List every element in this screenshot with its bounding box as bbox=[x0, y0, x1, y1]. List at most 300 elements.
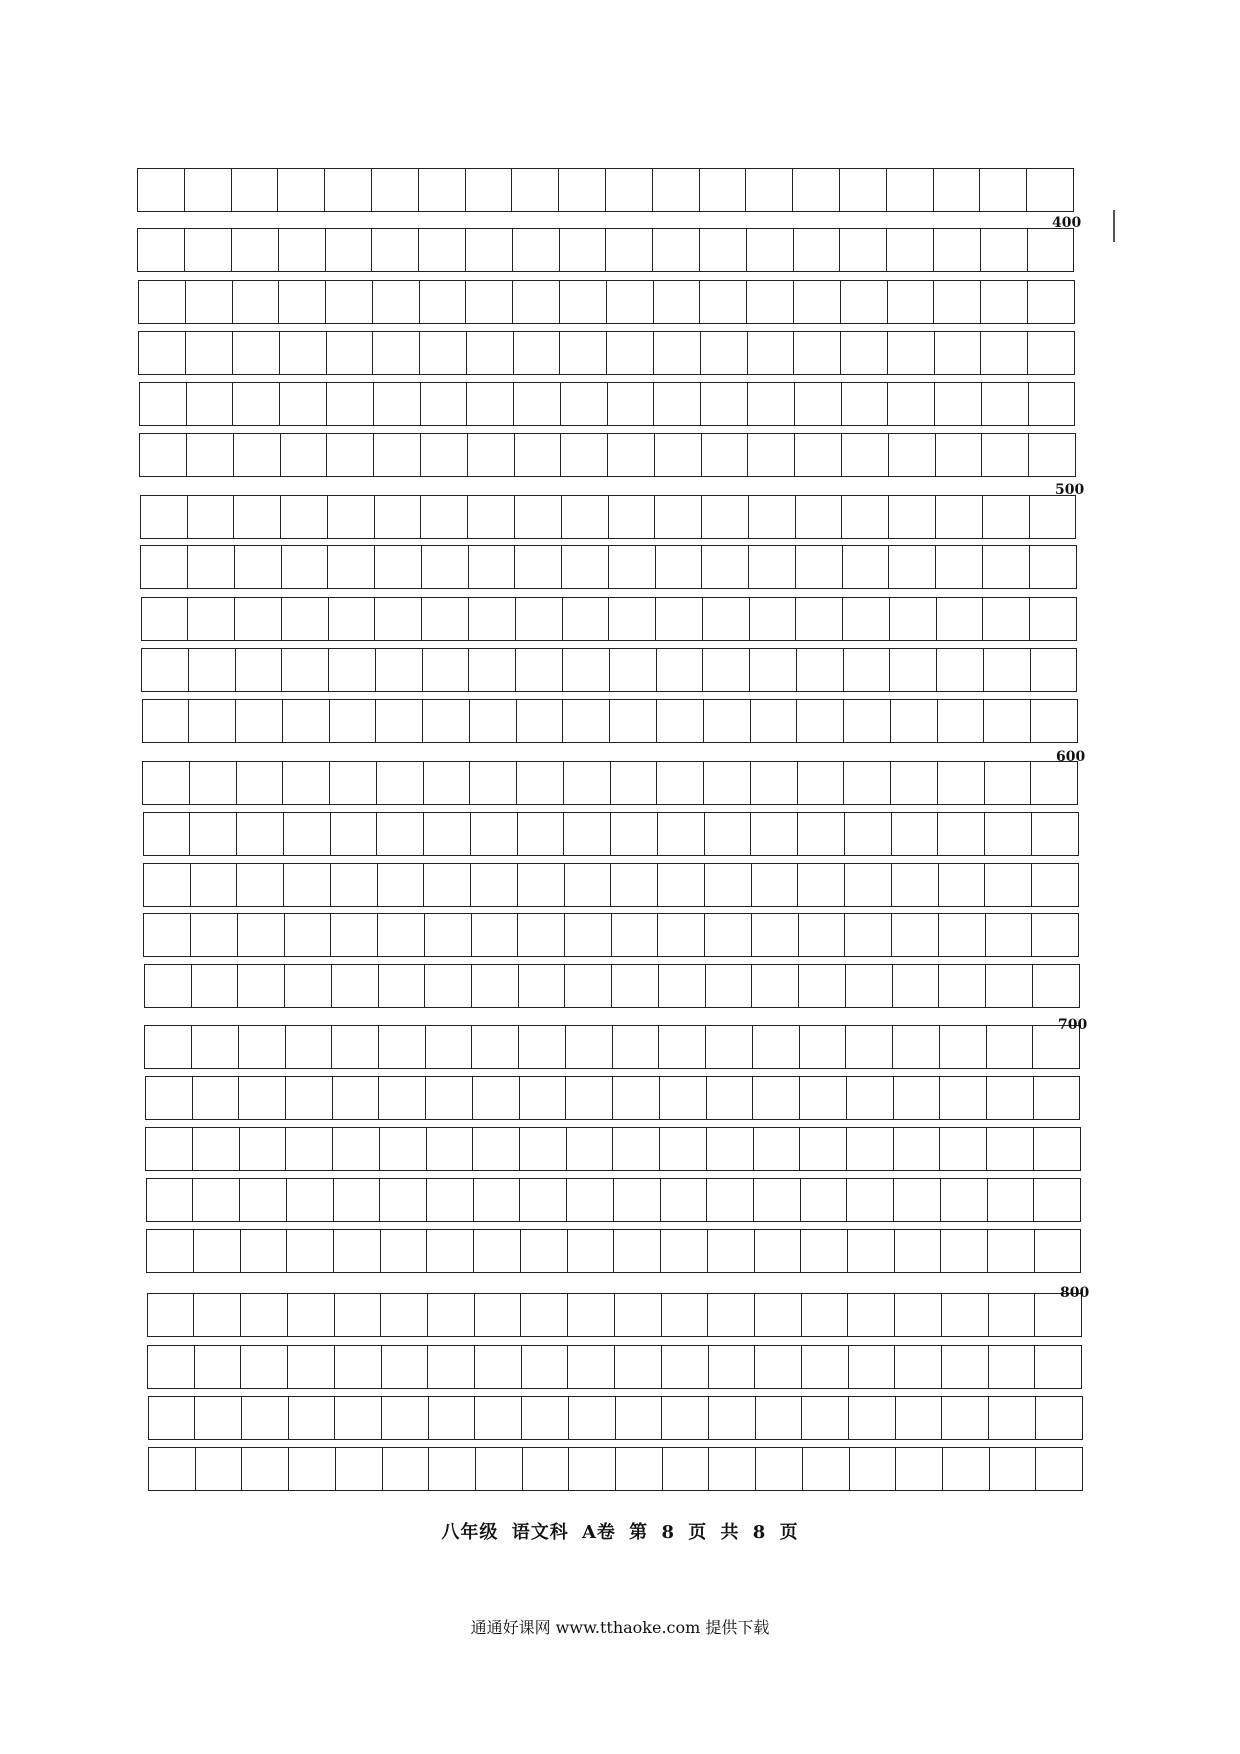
grid-cell bbox=[241, 1230, 288, 1272]
grid-cell bbox=[798, 813, 845, 855]
grid-cell bbox=[747, 281, 794, 323]
grid-row bbox=[148, 1447, 1083, 1491]
grid-cell bbox=[751, 762, 798, 804]
grid-cell bbox=[895, 1230, 942, 1272]
grid-cell bbox=[985, 813, 1032, 855]
grid-cell bbox=[148, 1294, 195, 1336]
grid-cell bbox=[987, 1026, 1034, 1068]
grid-cell bbox=[892, 864, 939, 906]
grid-cell bbox=[610, 649, 657, 691]
grid-cell bbox=[891, 762, 938, 804]
grid-cell bbox=[466, 229, 513, 271]
grid-cell bbox=[377, 813, 424, 855]
grid-cell bbox=[614, 1179, 661, 1221]
char-count-marker-400: 400 bbox=[1052, 215, 1082, 231]
grid-cell bbox=[518, 813, 565, 855]
grid-cell bbox=[233, 281, 280, 323]
grid-cell bbox=[471, 813, 518, 855]
grid-cell bbox=[709, 1346, 756, 1388]
grid-cell bbox=[1032, 864, 1078, 906]
grid-cell bbox=[845, 914, 892, 956]
grid-cell bbox=[188, 546, 235, 588]
grid-cell bbox=[753, 1026, 800, 1068]
grid-cell bbox=[520, 1179, 567, 1221]
grid-cell bbox=[149, 1448, 196, 1490]
grid-cell bbox=[568, 1294, 615, 1336]
grid-cell bbox=[518, 864, 565, 906]
grid-cell bbox=[426, 1026, 473, 1068]
grid-cell bbox=[613, 1026, 660, 1068]
grid-cell bbox=[796, 496, 843, 538]
grid-cell bbox=[560, 332, 607, 374]
grid-cell bbox=[241, 1294, 288, 1336]
grid-cell bbox=[1033, 965, 1079, 1007]
grid-cell bbox=[847, 1128, 894, 1170]
grid-cell bbox=[613, 1077, 660, 1119]
grid-cell bbox=[186, 281, 233, 323]
grid-cell bbox=[659, 1026, 706, 1068]
grid-cell bbox=[331, 914, 378, 956]
grid-row bbox=[137, 228, 1074, 272]
grid-cell bbox=[149, 1397, 196, 1439]
grid-cell bbox=[746, 169, 793, 211]
grid-cell bbox=[985, 864, 1032, 906]
grid-cell bbox=[471, 864, 518, 906]
grid-cell bbox=[616, 1397, 663, 1439]
grid-cell bbox=[475, 1346, 522, 1388]
grid-cell bbox=[330, 700, 377, 742]
grid-cell bbox=[521, 1294, 568, 1336]
grid-cell bbox=[288, 1346, 335, 1388]
grid-cell bbox=[981, 332, 1028, 374]
grid-cell bbox=[798, 762, 845, 804]
grid-row bbox=[138, 331, 1075, 375]
grid-cell bbox=[707, 1179, 754, 1221]
grid-cell bbox=[146, 1128, 193, 1170]
grid-cell bbox=[381, 1230, 428, 1272]
grid-cell bbox=[750, 649, 797, 691]
grid-cell bbox=[424, 762, 471, 804]
grid-cell bbox=[194, 1230, 241, 1272]
grid-cell bbox=[988, 1179, 1035, 1221]
grid-cell bbox=[377, 762, 424, 804]
grid-cell bbox=[143, 700, 190, 742]
grid-cell bbox=[795, 434, 842, 476]
grid-cell bbox=[702, 546, 749, 588]
grid-cell bbox=[140, 383, 187, 425]
grid-cell bbox=[802, 1346, 849, 1388]
grid-cell bbox=[756, 1448, 803, 1490]
grid-cell bbox=[333, 1077, 380, 1119]
grid-cell bbox=[469, 598, 516, 640]
grid-row bbox=[146, 1229, 1081, 1273]
grid-row bbox=[142, 761, 1078, 805]
grid-cell bbox=[234, 434, 281, 476]
grid-cell bbox=[473, 1077, 520, 1119]
grid-cell bbox=[190, 762, 237, 804]
grid-cell bbox=[285, 914, 332, 956]
grid-cell bbox=[1034, 1179, 1080, 1221]
grid-cell bbox=[987, 1128, 1034, 1170]
grid-cell bbox=[662, 1294, 709, 1336]
grid-cell bbox=[981, 229, 1028, 271]
grid-row bbox=[139, 433, 1076, 477]
grid-cell bbox=[1030, 598, 1076, 640]
grid-cell bbox=[983, 546, 1030, 588]
grid-row bbox=[147, 1345, 1082, 1389]
grid-cell bbox=[1029, 383, 1075, 425]
grid-cell bbox=[653, 169, 700, 211]
grid-cell bbox=[708, 1230, 755, 1272]
grid-cell bbox=[705, 914, 752, 956]
grid-cell bbox=[143, 762, 190, 804]
page-footer: 八年级 语文科 A卷 第 8 页 共 8 页 bbox=[441, 1522, 799, 1543]
grid-cell bbox=[561, 434, 608, 476]
grid-cell bbox=[429, 1448, 476, 1490]
grid-cell bbox=[936, 496, 983, 538]
grid-cell bbox=[282, 546, 329, 588]
grid-cell bbox=[568, 1230, 615, 1272]
grid-cell bbox=[238, 965, 285, 1007]
grid-cell bbox=[427, 1179, 474, 1221]
grid-cell bbox=[242, 1448, 289, 1490]
grid-cell bbox=[233, 383, 280, 425]
grid-cell bbox=[468, 434, 515, 476]
grid-cell bbox=[753, 1077, 800, 1119]
grid-cell bbox=[327, 434, 374, 476]
grid-cell bbox=[563, 598, 610, 640]
grid-cell bbox=[748, 434, 795, 476]
grid-cell bbox=[563, 700, 610, 742]
grid-cell bbox=[982, 383, 1029, 425]
grid-cell bbox=[282, 649, 329, 691]
grid-cell bbox=[749, 546, 796, 588]
grid-cell bbox=[289, 1397, 336, 1439]
grid-cell bbox=[144, 864, 191, 906]
grid-cell bbox=[659, 965, 706, 1007]
grid-cell bbox=[279, 281, 326, 323]
grid-cell bbox=[421, 383, 468, 425]
grid-cell bbox=[237, 864, 284, 906]
grid-cell bbox=[194, 1294, 241, 1336]
grid-cell bbox=[147, 1230, 194, 1272]
grid-cell bbox=[888, 281, 935, 323]
grid-cell bbox=[562, 546, 609, 588]
grid-cell bbox=[796, 598, 843, 640]
grid-cell bbox=[380, 1179, 427, 1221]
grid-cell bbox=[752, 965, 799, 1007]
grid-cell bbox=[428, 1294, 475, 1336]
grid-cell bbox=[656, 546, 703, 588]
grid-cell bbox=[800, 1026, 847, 1068]
grid-cell bbox=[138, 229, 185, 271]
grid-cell bbox=[840, 229, 887, 271]
grid-cell bbox=[466, 169, 513, 211]
grid-cell bbox=[887, 229, 934, 271]
grid-cell bbox=[379, 965, 426, 1007]
grid-cell bbox=[936, 546, 983, 588]
grid-cell bbox=[373, 281, 420, 323]
grid-cell bbox=[518, 914, 565, 956]
grid-cell bbox=[423, 649, 470, 691]
grid-cell bbox=[934, 281, 981, 323]
grid-cell bbox=[512, 169, 559, 211]
grid-cell bbox=[424, 864, 471, 906]
grid-cell bbox=[606, 229, 653, 271]
grid-cell bbox=[1036, 1397, 1082, 1439]
grid-cell bbox=[287, 1179, 334, 1221]
grid-cell bbox=[1030, 546, 1076, 588]
grid-cell bbox=[470, 700, 517, 742]
grid-cell bbox=[185, 169, 232, 211]
grid-cell bbox=[560, 281, 607, 323]
grid-cell bbox=[889, 496, 936, 538]
grid-cell bbox=[662, 1346, 709, 1388]
grid-cell bbox=[755, 1230, 802, 1272]
grid-cell bbox=[428, 1346, 475, 1388]
grid-cell bbox=[938, 700, 985, 742]
grid-cell bbox=[330, 762, 377, 804]
grid-row bbox=[137, 168, 1074, 212]
grid-cell bbox=[701, 383, 748, 425]
grid-cell bbox=[614, 1230, 661, 1272]
char-count-marker-500: 500 bbox=[1055, 482, 1085, 498]
grid-cell bbox=[193, 1128, 240, 1170]
grid-cell bbox=[422, 598, 469, 640]
grid-cell bbox=[655, 434, 702, 476]
grid-cell bbox=[849, 1397, 896, 1439]
grid-cell bbox=[467, 332, 514, 374]
grid-cell bbox=[1031, 762, 1077, 804]
grid-cell bbox=[654, 332, 701, 374]
grid-cell bbox=[141, 546, 188, 588]
grid-cell bbox=[700, 281, 747, 323]
grid-cell bbox=[896, 1397, 943, 1439]
grid-cell bbox=[709, 1397, 756, 1439]
grid-cell bbox=[942, 1397, 989, 1439]
grid-cell bbox=[616, 1448, 663, 1490]
grid-cell bbox=[606, 169, 653, 211]
grid-cell bbox=[702, 434, 749, 476]
char-count-marker-700: 700 bbox=[1058, 1017, 1088, 1033]
grid-cell bbox=[611, 813, 658, 855]
grid-cell bbox=[755, 1294, 802, 1336]
grid-cell bbox=[938, 813, 985, 855]
grid-cell bbox=[936, 434, 983, 476]
grid-cell bbox=[895, 1294, 942, 1336]
grid-cell bbox=[279, 229, 326, 271]
grid-cell bbox=[470, 762, 517, 804]
grid-cell bbox=[660, 1077, 707, 1119]
grid-cell bbox=[941, 1179, 988, 1221]
grid-cell bbox=[989, 1346, 1036, 1388]
grid-cell bbox=[522, 1397, 569, 1439]
grid-cell bbox=[894, 1179, 941, 1221]
grid-cell bbox=[234, 496, 281, 538]
grid-cell bbox=[519, 1026, 566, 1068]
grid-cell bbox=[794, 332, 841, 374]
grid-cell bbox=[515, 546, 562, 588]
grid-cell bbox=[378, 914, 425, 956]
grid-cell bbox=[192, 965, 239, 1007]
grid-cell bbox=[469, 649, 516, 691]
grid-cell bbox=[611, 762, 658, 804]
grid-cell bbox=[564, 813, 611, 855]
grid-cell bbox=[144, 914, 191, 956]
grid-cell bbox=[1035, 1346, 1081, 1388]
grid-cell bbox=[139, 281, 186, 323]
grid-cell bbox=[193, 1179, 240, 1221]
grid-cell bbox=[241, 1346, 288, 1388]
grid-row bbox=[143, 913, 1079, 957]
grid-cell bbox=[934, 169, 981, 211]
grid-cell bbox=[429, 1397, 476, 1439]
grid-cell bbox=[754, 1128, 801, 1170]
grid-cell bbox=[1031, 700, 1077, 742]
grid-cell bbox=[984, 700, 1031, 742]
source-note: 通通好课网 www.tthaoke.com 提供下载 bbox=[470, 1618, 770, 1637]
grid-cell bbox=[613, 1128, 660, 1170]
grid-cell bbox=[286, 1128, 333, 1170]
grid-cell bbox=[195, 1397, 242, 1439]
grid-cell bbox=[372, 229, 419, 271]
grid-cell bbox=[288, 1294, 335, 1336]
grid-cell bbox=[756, 1397, 803, 1439]
grid-cell bbox=[382, 1397, 429, 1439]
grid-cell bbox=[145, 1026, 192, 1068]
grid-cell bbox=[236, 649, 283, 691]
grid-cell bbox=[331, 813, 378, 855]
grid-cell bbox=[895, 1346, 942, 1388]
grid-cell bbox=[706, 1026, 753, 1068]
grid-cell bbox=[793, 169, 840, 211]
grid-cell bbox=[473, 1128, 520, 1170]
grid-cell bbox=[189, 700, 236, 742]
grid-cell bbox=[934, 229, 981, 271]
grid-cell bbox=[987, 1077, 1034, 1119]
grid-cell bbox=[516, 598, 563, 640]
grid-cell bbox=[842, 383, 889, 425]
grid-cell bbox=[520, 1128, 567, 1170]
grid-cell bbox=[375, 496, 422, 538]
grid-cell bbox=[889, 434, 936, 476]
grid-cell bbox=[326, 229, 373, 271]
grid-cell bbox=[748, 332, 795, 374]
grid-cell bbox=[847, 1179, 894, 1221]
scan-edge-mark bbox=[1113, 210, 1115, 242]
grid-cell bbox=[189, 649, 236, 691]
grid-cell bbox=[381, 1294, 428, 1336]
grid-cell bbox=[1032, 813, 1078, 855]
grid-cell bbox=[517, 762, 564, 804]
grid-cell bbox=[660, 1128, 707, 1170]
grid-cell bbox=[284, 813, 331, 855]
grid-cell bbox=[703, 649, 750, 691]
grid-cell bbox=[325, 169, 372, 211]
grid-cell bbox=[328, 546, 375, 588]
grid-cell bbox=[185, 229, 232, 271]
grid-cell bbox=[615, 1294, 662, 1336]
grid-cell bbox=[847, 1077, 894, 1119]
grid-row bbox=[144, 964, 1080, 1008]
grid-cell bbox=[981, 281, 1028, 323]
grid-cell bbox=[709, 1448, 756, 1490]
grid-cell bbox=[420, 281, 467, 323]
grid-cell bbox=[747, 229, 794, 271]
grid-cell bbox=[472, 914, 519, 956]
grid-cell bbox=[754, 1179, 801, 1221]
grid-cell bbox=[186, 332, 233, 374]
grid-cell bbox=[939, 965, 986, 1007]
grid-cell bbox=[373, 332, 420, 374]
grid-cell bbox=[281, 434, 328, 476]
grid-cell bbox=[188, 496, 235, 538]
grid-cell bbox=[844, 762, 891, 804]
grid-cell bbox=[285, 965, 332, 1007]
grid-cell bbox=[284, 864, 331, 906]
grid-row bbox=[143, 863, 1079, 907]
grid-cell bbox=[703, 598, 750, 640]
grid-cell bbox=[849, 1346, 896, 1388]
grid-cell bbox=[560, 229, 607, 271]
grid-cell bbox=[707, 1077, 754, 1119]
grid-cell bbox=[1036, 1448, 1082, 1490]
grid-cell bbox=[326, 281, 373, 323]
grid-cell bbox=[705, 864, 752, 906]
grid-cell bbox=[840, 169, 887, 211]
grid-cell bbox=[841, 332, 888, 374]
grid-cell bbox=[240, 1128, 287, 1170]
grid-cell bbox=[984, 649, 1031, 691]
grid-cell bbox=[467, 383, 514, 425]
grid-cell bbox=[513, 229, 560, 271]
grid-cell bbox=[419, 169, 466, 211]
grid-cell bbox=[701, 332, 748, 374]
grid-cell bbox=[941, 1230, 988, 1272]
grid-cell bbox=[329, 598, 376, 640]
grid-row bbox=[145, 1076, 1081, 1120]
grid-cell bbox=[188, 598, 235, 640]
grid-cell bbox=[519, 965, 566, 1007]
grid-cell bbox=[937, 598, 984, 640]
grid-cell bbox=[802, 1294, 849, 1336]
grid-cell bbox=[986, 965, 1033, 1007]
grid-cell bbox=[232, 229, 279, 271]
grid-cell bbox=[848, 1230, 895, 1272]
grid-cell bbox=[1028, 229, 1074, 271]
grid-cell bbox=[235, 598, 282, 640]
grid-cell bbox=[567, 1179, 614, 1221]
grid-cell bbox=[335, 1397, 382, 1439]
grid-cell bbox=[656, 598, 703, 640]
grid-cell bbox=[797, 700, 844, 742]
grid-cell bbox=[523, 1448, 570, 1490]
grid-cell bbox=[655, 496, 702, 538]
grid-cell bbox=[845, 864, 892, 906]
grid-cell bbox=[799, 965, 846, 1007]
grid-cell bbox=[141, 496, 188, 538]
grid-cell bbox=[983, 496, 1030, 538]
grid-cell bbox=[842, 496, 889, 538]
grid-cell bbox=[612, 914, 659, 956]
grid-cell bbox=[520, 1077, 567, 1119]
grid-row bbox=[142, 699, 1078, 743]
grid-cell bbox=[990, 1448, 1037, 1490]
grid-cell bbox=[468, 496, 515, 538]
grid-row bbox=[143, 812, 1079, 856]
grid-cell bbox=[187, 434, 234, 476]
grid-cell bbox=[1035, 1230, 1081, 1272]
